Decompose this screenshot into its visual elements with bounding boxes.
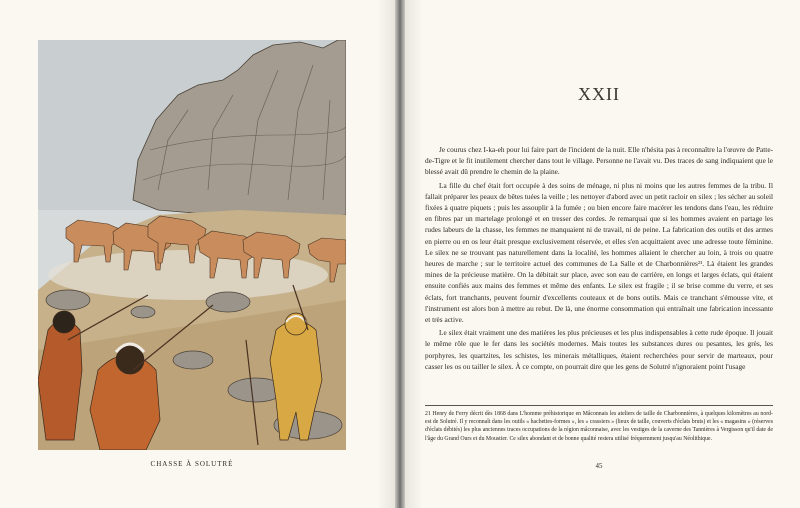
paragraph: Le silex était vraiment une des matières les plus précieuses et les plus indispensables à cette rude époque. Il jouait le même rôle que le fer dans les sociétés modernes. Mais toutes les substances dures ou pesantes, les grès, les porphyres, les quartzites, les schistes, les minerais métalliques, étaient recherchées pour servir de marteaux, pour casser les os ou tailler le silex. À ce compte, on pourrait dire que les gens de Solutré n'ignoraient point l'usage — [425, 328, 773, 371]
illustration-drawing — [38, 40, 346, 450]
page-gutter-shadow — [405, 0, 423, 508]
left-page — [0, 0, 395, 508]
illustration-caption: CHASSE À SOLUTRÉ — [150, 460, 234, 468]
paragraph: Je courus chez I-ka-eh pour lui faire part de l'incident de la nuit. Elle n'hésita pas à reconnaître la l'œuvre de Patte-de-Tigre et le fit inutilement chercher dans tout le village. Personne ne l'avait vu. Des traces de sang indiquaient que le blessé avait dû prendre le chemin de la plaine. — [425, 145, 773, 177]
page-number: 45 — [595, 462, 603, 470]
hunting-illustration — [38, 40, 346, 450]
footnote-rule — [425, 405, 773, 406]
footnote: 21 Henry de Ferry décrit dès 1868 dans L'homme préhistorique en Mâconnais les ateliers de taille de Charbonnières, à quelques kilomètres au nord-est de Solutré. Il y reconnaît dans les outils « hachettes-formes », les « crassiers » (lieux de taille, couverts d'éclats bruts) et les « magasins » (réserves d'éclats débités) les plus anciennes traces occupations de la région mâconnaise, avec les vestiges de la caverne des Tannières à Vergisson qu'il date de l'âge du Grand Ours et du Moustier. Ce silex abondant et de bonne qualité restera utilisé fréquemment jusqu'au Néolithique. — [425, 411, 773, 442]
chapter-number: XXII — [578, 84, 620, 104]
page-gutter-shadow — [377, 0, 395, 508]
paragraph: La fille du chef était fort occupée à des soins de ménage, ni plus ni moins que les autres femmes de la tribu. Il fallait préparer les peaux de bêtes tuées la veille ; les nettoyer d'abord avec un petit racloir en silex ; les sécher au soleil fixées à quatre piquets ; puis les assouplir à la fumée ; ou bien encore faire macérer les tendons dans l'eau, les réduire en fibres par un martelage prolongé et en tresser des cordes. Je remarquai que si les hommes avaient en partage les rudes labeurs de la chasse, les femmes ne manquaient ni de travail, ni de peine. La fabrication des outils et des armes en pierre ou en os leur était presque exclusivement réservée, et elles s'en acquittaient avec une adresse toute féminine. Le silex ne se trouvant pas naturellement dans la localité, les hommes allaient le chercher au loin, à trois ou quatre heures de marche ; sur le territoire actuel des communes de La Salle et de Charbonnières²¹. Là étaient les grandes mines de la précieuse matière. On la débitait sur place, avec son eau de carrière, en longs et larges éclats, qui étaient ensuite confiés aux mains des femmes et même des enfants. Le silex est fragile ; il se brise comme du verre, et ses éclats, fort tranchants, peuvent fournir d'excellents couteaux et de bons outils. Mais ce tranchant s'émousse vite, et l'instrument est alors bon à mettre au rebut. De là, une énorme consommation qui entraînait une fabrication incessante et très active. — [425, 180, 773, 325]
book-spine — [395, 0, 405, 508]
chapter-body — [425, 144, 773, 374]
